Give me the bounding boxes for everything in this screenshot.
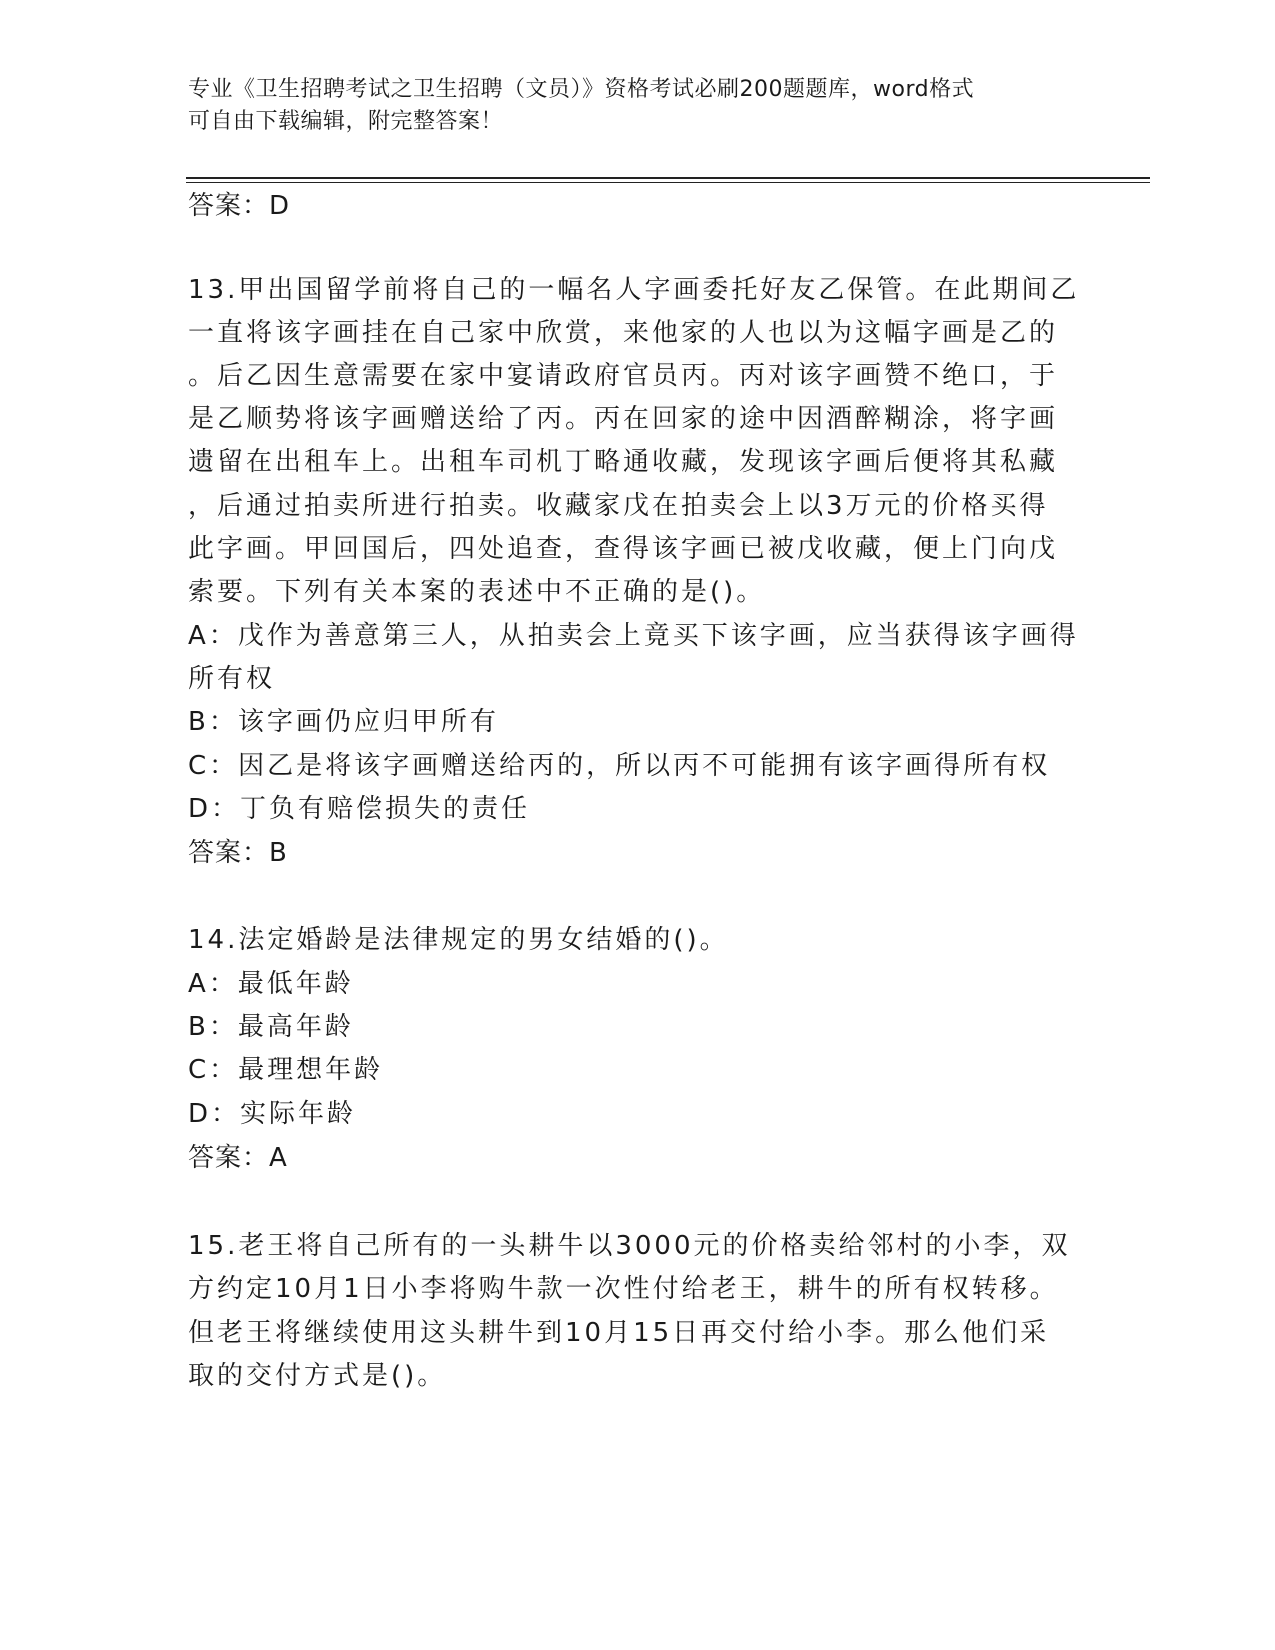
q15-stem-line: 方约定10月1日小李将购牛款一次性付给老王，耕牛的所有权转移。 [188, 1274, 1059, 1304]
q13-stem-line: 一直将该字画挂在自己家中欣赏，来他家的人也以为这幅字画是乙的 [188, 318, 1059, 348]
q14-stem: 14.法定婚龄是法律规定的男女结婚的()。 [188, 925, 729, 955]
q13-answer: 答案：B [188, 838, 288, 868]
q14-answer: 答案：A [188, 1143, 288, 1173]
q13-option-d: D：丁负有赔偿损失的责任 [188, 794, 531, 824]
q13-option-c: C：因乙是将该字画赠送给丙的，所以丙不可能拥有该字画得所有权 [188, 751, 1051, 781]
q14-option-d: D：实际年龄 [188, 1099, 357, 1129]
header-divider-thin [186, 182, 1150, 183]
q15-stem-line: 15.老王将自己所有的一头耕牛以3000元的价格卖给邻村的小李，双 [188, 1231, 1071, 1261]
q13-stem-line: 是乙顺势将该字画赠送给了丙。丙在回家的途中因酒醉糊涂，将字画 [188, 404, 1059, 434]
q13-stem-line: 。后乙因生意需要在家中宴请政府官员丙。丙对该字画赞不绝口，于 [188, 361, 1059, 391]
q13-stem-line: 13.甲出国留学前将自己的一幅名人字画委托好友乙保管。在此期间乙 [188, 275, 1080, 305]
q14-option-b: B：最高年龄 [188, 1012, 354, 1042]
q13-stem-line: ，后通过拍卖所进行拍卖。收藏家戊在拍卖会上以3万元的价格买得 [188, 491, 1049, 521]
header-title-line-2: 可自由下载编辑，附完整答案！ [188, 109, 504, 134]
q13-stem-line: 此字画。甲回国后，四处追查，查得该字画已被戊收藏，便上门向戊 [188, 534, 1059, 564]
q13-option-a: A：戊作为善意第三人，从拍卖会上竟买下该字画，应当获得该字画得 [188, 621, 1079, 651]
q14-option-c: C：最理想年龄 [188, 1055, 384, 1085]
q15-stem-line: 但老王将继续使用这头耕牛到10月15日再交付给小李。那么他们采 [188, 1318, 1050, 1348]
q13-option-b: B：该字画仍应归甲所有 [188, 707, 499, 737]
q13-option-a-continued: 所有权 [188, 664, 276, 694]
page-header [188, 74, 1068, 138]
q15-stem-line: 取的交付方式是()。 [188, 1361, 447, 1391]
q13-stem-line: 遗留在出租车上。出租车司机丁略通收藏，发现该字画后便将其私藏 [188, 447, 1059, 477]
header-title-line-1: 专业《卫生招聘考试之卫生招聘（文员）》资格考试必刷200题题库，word格式 [188, 77, 975, 102]
q13-stem-line: 索要。下列有关本案的表述中不正确的是()。 [188, 577, 766, 607]
q14-option-a: A：最低年龄 [188, 969, 354, 999]
header-divider-thick [186, 177, 1150, 179]
q12-answer: 答案：D [188, 191, 291, 221]
